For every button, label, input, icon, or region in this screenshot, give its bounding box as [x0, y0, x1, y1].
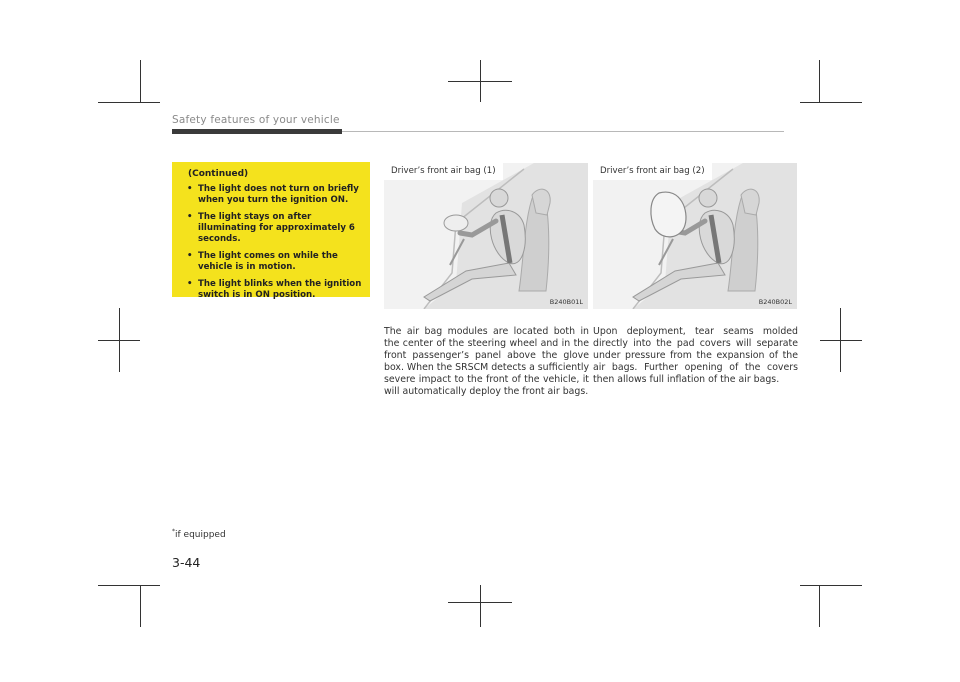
header-rule-dark — [172, 129, 342, 134]
figure-caption: Driver’s front air bag (1) — [384, 163, 503, 180]
warning-list-item: • The light blinks when the ignition switch is in ON position. — [180, 279, 362, 301]
footnote-text: if equipped — [175, 530, 226, 540]
paragraph-airbag-deployment: Upon deployment, tear seams molded directly into the pad covers will separate under pressure from the expansion of the air bags. Further opening of the covers then allows full inflation of the air bags. — [593, 326, 798, 386]
warning-list-item: • The light comes on while the vehicle is in motion. — [180, 251, 362, 273]
airbag-illustration-1 — [384, 163, 588, 309]
footnote-mark: * — [172, 528, 175, 535]
page-number: 3-44 — [172, 555, 201, 570]
warning-box-title: (Continued) — [188, 169, 249, 179]
figure-airbag-2 — [593, 163, 797, 309]
warning-list-item: • The light does not turn on briefly when you turn the ignition ON. — [180, 184, 362, 206]
warning-box — [172, 162, 370, 300]
paragraph-airbag-location: The air bag modules are located both in the center of the steering wheel and in the front passenger’s panel above the glove box. When the SRSCM detects a sufficiently severe impact to the front of the vehicle, it will automatically deploy the front air bags. — [384, 326, 589, 398]
figure-airbag-1 — [384, 163, 588, 309]
footnote — [172, 528, 226, 540]
figure-code: B240B02L — [758, 298, 792, 306]
figure-code: B240B01L — [549, 298, 583, 306]
warning-list-item: • The light stays on after illuminating for approximately 6 seconds. — [180, 212, 362, 245]
airbag-illustration-2 — [593, 163, 797, 309]
section-title: Safety features of your vehicle — [172, 114, 340, 126]
figure-caption: Driver’s front air bag (2) — [593, 163, 712, 180]
header-rule-light — [342, 131, 784, 132]
warning-list — [180, 184, 362, 301]
